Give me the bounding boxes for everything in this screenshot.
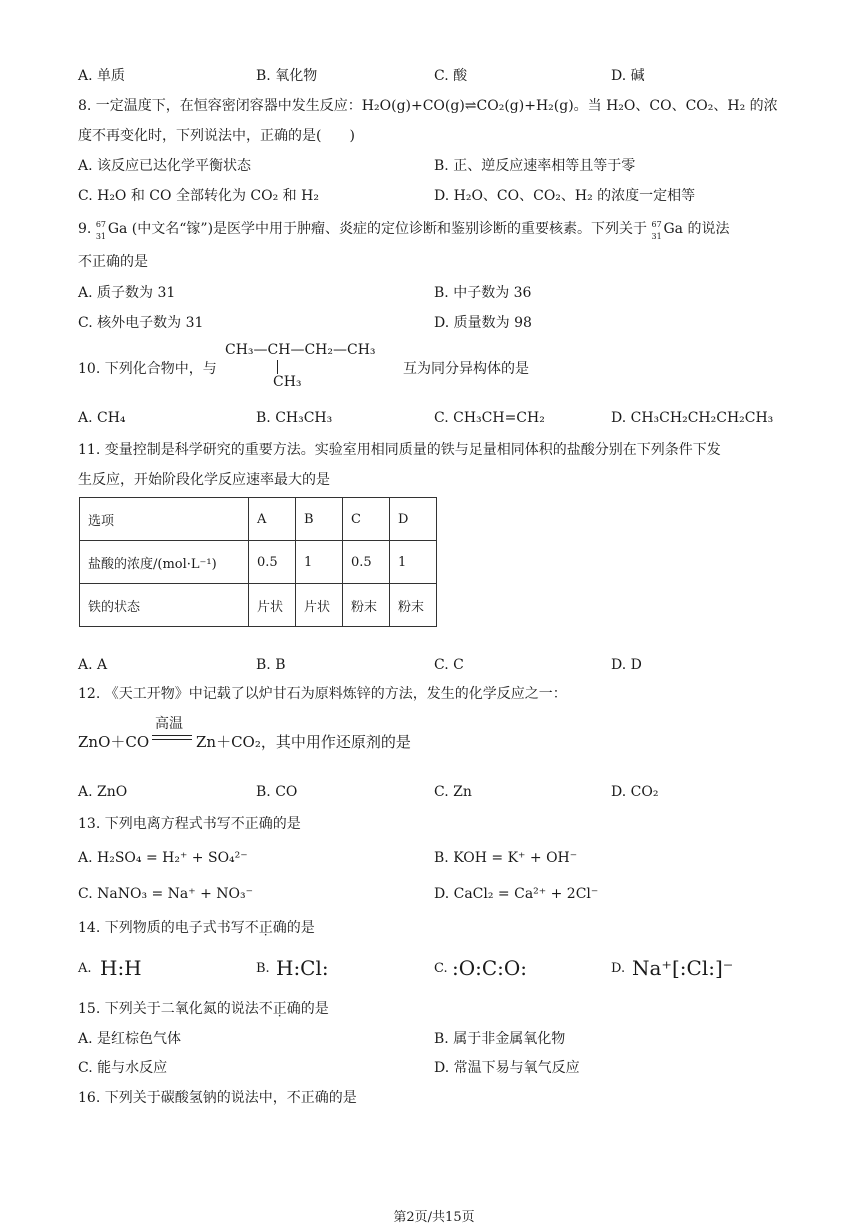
table-header-row [80,498,437,541]
q15-stem [78,1000,788,1018]
q15-option-c: C. 能与水反应 [78,1060,168,1076]
q15-stem-pre: 15. 下列关于二氧化氮的说法 [78,1001,259,1017]
table-header-cell: C [343,498,390,541]
structure-main-chain: CH₃—CH—CH₂—CH₃ [225,342,376,358]
isotope-notation-2 [651,220,663,241]
q9-stem-tail: 的说法 [683,221,730,237]
q10-stem-pre: 10. 下列化合物中，与 [78,361,217,377]
q10-option-b: B. CH₃CH₃ [256,410,333,426]
q13-option-a: A. H₂SO₄ = H₂⁺ + SO₄²⁻ [78,850,248,866]
table-cell: 0.5 [249,541,296,584]
q11-option-a: A. A [78,657,108,673]
q13-option-d: D. CaCl₂ = Ca²⁺ + 2Cl⁻ [434,886,599,902]
q14-option-d-formula: Na⁺[:Cl:]⁻ [632,956,734,980]
equation-equals-sign [152,735,192,740]
atomic-number: 31 [95,232,106,241]
q15-option-d: D. 常温下易与氧气反应 [434,1060,580,1076]
q15-stem-post: 的是 [300,1001,329,1017]
q15-option-a: A. 是红棕色气体 [78,1031,182,1047]
q9-option-d: D. 质量数为 98 [434,315,532,331]
q8-stem-line2: 度不再变化时，下列说法中，正确的是( ) [78,128,355,144]
q8-option-c: C. H₂O 和 CO 全部转化为 CO₂ 和 H₂ [78,188,319,204]
q9-stem-text: (中文名“镓”)是医学中用于肿瘤、炎症的定位诊断和鉴别诊断的重要核素。下列关于 [127,221,652,237]
q14-stem [78,919,788,937]
table-cell: 盐酸的浓度/(mol·L⁻¹) [80,541,249,584]
table-row [80,584,437,627]
table-cell: 1 [296,541,343,584]
q14-option-b-formula: H:Cl: [276,956,329,980]
isotope-notation [95,220,108,241]
q10-option-a: A. CH₄ [78,410,126,426]
q10-stem-post: 互为同分异构体的是 [403,361,529,377]
q13-option-b: B. KOH = K⁺ + OH⁻ [434,850,578,866]
q9-stem-line1 [78,220,788,241]
q11-option-d: D. D [611,657,642,673]
q8-stem-line1: 8. 一定温度下，在恒容密闭容器中发生反应：H₂O(g)+CO(g)⇌CO₂(g)+H₂(g)。当 H₂O、CO、CO₂、H₂ 的浓 [78,98,778,114]
q14-option-a-label: A. [78,961,92,976]
q9-option-c: C. 核外电子数为 31 [78,315,204,331]
table-header-cell: D [390,498,437,541]
q7-option-c: C. 酸 [434,68,468,84]
table-header-cell: B [296,498,343,541]
table-cell: 粉末 [343,584,390,627]
table-header-cell: A [249,498,296,541]
table-cell: 1 [390,541,437,584]
structure-bond [277,360,278,374]
q14-stem-pre: 14. 下列物质的电子式书写 [78,920,245,936]
structure-branch: CH₃ [273,374,302,390]
table-cell: 片状 [296,584,343,627]
q7-option-d: D. 碱 [611,68,645,84]
q11-option-b: B. B [256,657,286,673]
equation-reactants: ZnO＋CO [78,733,150,751]
q15-stem-emphasis: 不正确 [258,1001,301,1017]
q12-stem-line1: 12. 《天工开物》中记载了以炉甘石为原料炼锌的方法，发生的化学反应之一： [78,686,567,702]
atomic-number: 31 [651,232,662,241]
q12-option-b: B. CO [256,784,298,800]
q11-stem-line1: 11. 变量控制是科学研究的重要方法。实验室用相同质量的铁与足量相同体积的盐酸分别在下列条件下发 [78,442,721,458]
q14-option-b-label: B. [256,961,270,976]
q7-option-a: A. 单质 [78,68,126,84]
page-number: 第2页/共15页 [393,1210,475,1225]
q14-option-c-label: C. [434,961,448,976]
q12-option-c: C. Zn [434,784,472,800]
q14-stem-post: 的是 [286,920,315,936]
q14-option-d-label: D. [611,961,626,976]
q9-option-b: B. 中子数为 36 [434,285,532,301]
table-cell: 粉末 [390,584,437,627]
q12-option-d: D. CO₂ [611,784,659,800]
element-symbol: Ga [107,221,128,237]
table-cell: 铁的状态 [80,584,249,627]
mass-number: 67 [95,220,106,229]
q9-stem-line2: 不正确的是 [78,254,148,270]
table-header-cell: 选项 [80,498,249,541]
q16-stem: 16. 下列关于碳酸氢钠的说法中，不正确的是 [78,1090,357,1106]
q11-option-c: C. C [434,657,464,673]
q10-option-c: C. CH₃CH=CH₂ [434,410,545,426]
q13-stem: 13. 下列电离方程式书写不正确的是 [78,816,301,832]
q8-option-b: B. 正、逆反应速率相等且等于零 [434,158,636,174]
structural-formula [225,342,405,398]
q9-number: 9. [78,221,96,237]
q12-option-a: A. ZnO [78,784,128,800]
q7-option-b: B. 氧化物 [256,68,318,84]
conditions-table [79,497,437,627]
q8-option-d: D. H₂O、CO、CO₂、H₂ 的浓度一定相等 [434,188,696,204]
equation-products: Zn＋CO₂，其中用作还原剂的是 [196,733,411,751]
element-symbol: Ga [663,221,684,237]
q10-option-d: D. CH₃CH₂CH₂CH₂CH₃ [611,410,774,426]
q14-option-a-formula: H:H [100,956,142,980]
mass-number: 67 [651,220,662,229]
q15-option-b: B. 属于非金属氧化物 [434,1031,566,1047]
q13-option-c: C. NaNO₃ = Na⁺ + NO₃⁻ [78,886,254,902]
table-cell: 0.5 [343,541,390,584]
q8-option-a: A. 该反应已达化学平衡状态 [78,158,252,174]
q9-option-a: A. 质子数为 31 [78,285,176,301]
q11-stem-line2: 生反应，开始阶段化学反应速率最大的是 [78,472,330,488]
q14-stem-emphasis: 不正确 [244,920,287,936]
q14-option-c-formula: :O:C:O: [452,956,528,980]
table-cell: 片状 [249,584,296,627]
table-row [80,541,437,584]
reaction-condition: 高温 [155,716,183,732]
